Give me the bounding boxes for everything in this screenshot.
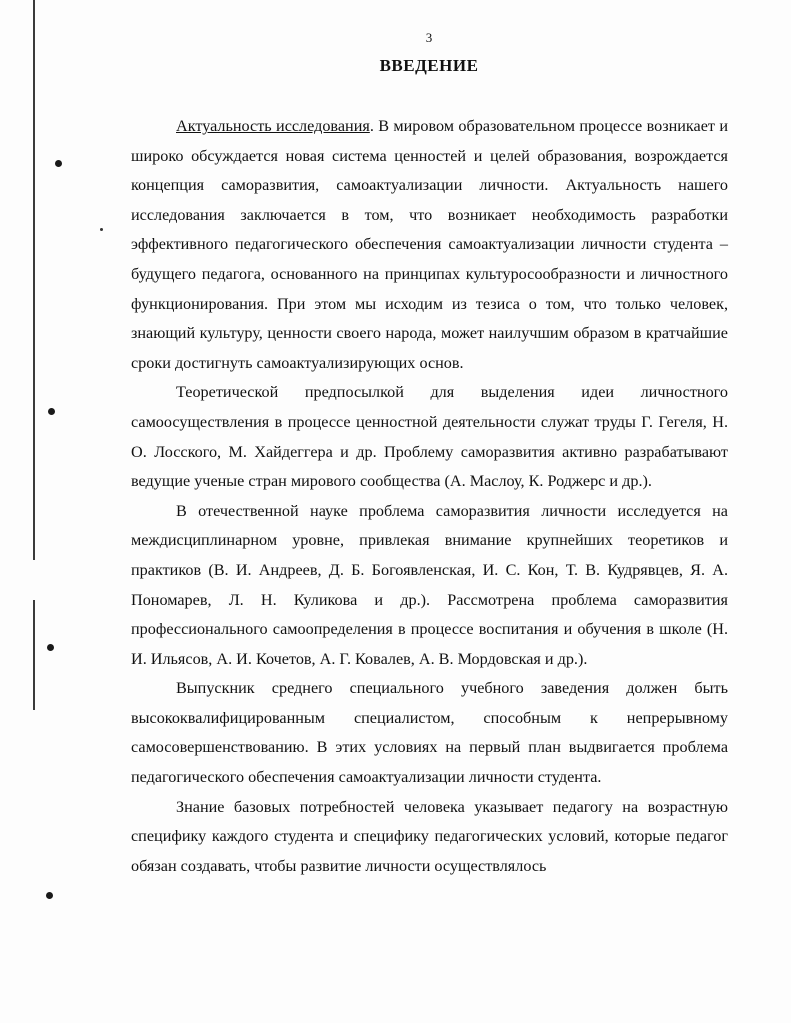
paragraph: Теоретической предпосылкой для выделения идеи личностного самоосуществления в процессе ценностной деятельности служат труды Г. Гегеля, Н. О. Лосского, М. Хайдеггера и др. Проблему саморазвития активно разрабатывают ведущие ученые стран мирового сообщества (А. Маслоу, К. Роджерс и др.). bbox=[131, 383, 728, 491]
paragraph: Знание базовых потребностей человека указывает педагогу на возрастную специфику каждого студента и специфику педагогических условий, которые педагог обязан создавать, чтобы развитие личности осуществлялось bbox=[131, 797, 728, 875]
binding-hole-mark bbox=[46, 892, 53, 899]
paragraph-text: . В мировом образовательном процессе возникает и широко обсуждается новая система ценностей и целей образования, возрождается концепция саморазвития, самоактуализации личности. Актуальность нашего исследования заключается в том, что возникает необходимость разработки эффективного педагогического обеспечения самоактуализации личности студента – будущего педагога, основанного на принципах культуросообразности и личностного функционирования. При этом мы исходим из тезиса о том, что только человек, знающий культуру, ценности своего народа, может наилучшим образом в кратчайшие сроки достигнуть самоактуализирующих основ. bbox=[131, 117, 728, 372]
binding-hole-mark bbox=[47, 644, 54, 651]
page-title: ВВЕДЕНИЕ bbox=[379, 56, 479, 75]
page-number: 3 bbox=[425, 30, 433, 45]
binding-hole-mark bbox=[55, 160, 62, 167]
scan-speck bbox=[100, 228, 103, 231]
scan-margin-line-lower bbox=[33, 600, 35, 710]
paragraph: Выпускник среднего специального учебного заведения должен быть высококвалифицированным специалистом, способным к непрерывному самосовершенствованию. В этих условиях на первый план выдвигается проблема педагогического обеспечения самоактуализации личности студента. bbox=[131, 679, 728, 787]
scan-margin-line bbox=[33, 0, 35, 560]
paragraph bbox=[131, 112, 728, 378]
paragraph: В отечественной науке проблема саморазвития личности исследуется на междисциплинарном уровне, привлекая внимание крупнейших теоретиков и практиков (В. И. Андреев, Д. Б. Богоявленская, И. С. Кон, Т. В. Кудрявцев, Я. А. Пономарев, Л. Н. Куликова и др.). Рассмотрена проблема саморазвития профессионального самоопределения в процессе воспитания и обучения в школе (Н. И. Ильясов, А. И. Кочетов, А. Г. Ковалев, А. В. Мордовская и др.). bbox=[131, 501, 728, 668]
paragraph-lead: Актуальность исследования bbox=[176, 117, 370, 135]
binding-hole-mark bbox=[48, 408, 55, 415]
body-text bbox=[131, 112, 728, 881]
